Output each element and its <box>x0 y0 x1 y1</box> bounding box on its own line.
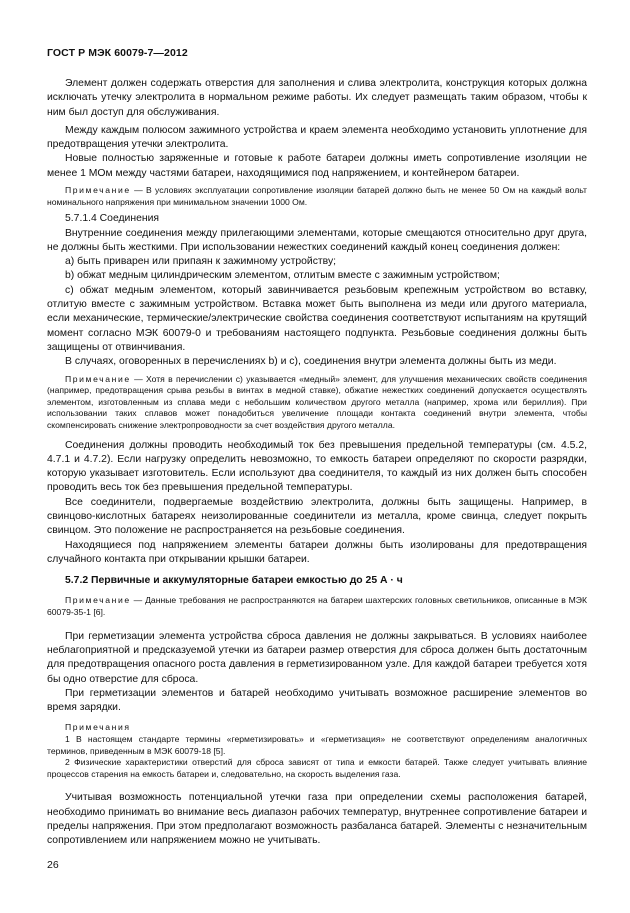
paragraph: Все соединители, подвергаемые воздействию электролита, должны быть защищены. Например, в свинцово-кислотных батареях неизолированные соединители из металла, кроме свинца, следует покрыть свинцом. Это положение не распространяется на резьбовые соединения. <box>47 496 587 537</box>
notes-label-text: Примечания <box>65 722 131 733</box>
note-text: — Хотя в перечислении с) указывается «медный» элемент, для улучшения механических свойств соединения (например, предотвращения срыва резьбы в винтах в медной ставке), обжатие нежестких соединений допускается осуществлять элементом, изготовленным из сплава меди с небольшим количеством другого металла (например, хрома или бериллия). При использовании таких сплавов может понадобиться увеличение площади контакта соединений внутри элемента, чтобы скомпенсировать снижение электропроводности за счет воздействия другого металла. <box>47 373 587 430</box>
note-text: — Данные требования не распространяются на батареи шахтерских головных светильников, описанные в МЭК 60079-35-1 [6]. <box>47 595 587 618</box>
note-item: 1 В настоящем стандарте термины «герметизировать» и «герметизация» не соответствуют определениям аналогичных терминов, приведенным в МЭК 60079-18 [5]. <box>47 734 587 756</box>
paragraph: Внутренние соединения между прилегающими элементами, которые смещаются относительно друг друга, не должны быть жесткими. При использовании нежестких соединений каждый конец соединения должен: <box>47 227 587 253</box>
note <box>47 374 587 432</box>
document-header: ГОСТ Р МЭК 60079-7—2012 <box>47 47 188 59</box>
note <box>47 185 587 208</box>
page-content <box>47 77 587 849</box>
paragraph: При герметизации элемента устройства сброса давления не должны закрываться. В условиях наиболее неблагоприятной и предсказуемой утечки из батареи размер отверстия для сброса должен быть достаточным для предотвращения опасного роста давления в герметизированном узле. Для каждой батареи требуется хотя бы одно отверстие для сброса. <box>47 630 587 685</box>
page-number: 26 <box>47 859 59 871</box>
note <box>47 595 587 618</box>
note-item: 2 Физические характеристики отверстий для сброса зависят от типа и емкости батарей. Также следует учитывать влияние процессов старения на емкость батареи и, следовательно, на скорость выделения газа. <box>47 757 587 779</box>
list-item: b) обжат медным цилиндрическим элементом, отлитым вместе с зажимным устройством; <box>65 270 500 282</box>
note-label: Примечание <box>65 595 131 606</box>
note-text: — В условиях эксплуатации сопротивление изоляции батарей должно быть не менее 50 Ом на каждый вольт номинального напряжения при минимальном значении 1000 Ом. <box>47 185 587 207</box>
note-label: Примечание <box>65 373 131 384</box>
paragraph: Учитывая возможность потенциальной утечки газа при определении схемы расположения батарей, необходимо принимать во внимание весь диапазон рабочих температур, внутреннее сопротивление батареи и пределы напряжения. При этом предполагают возможность разбаланса батарей. Элементы с незначительным сопротивлением или напряжением можно не учитывать. <box>47 792 587 847</box>
paragraph: При герметизации элементов и батарей необходимо учитывать возможное расширение элементов во время зарядки. <box>47 687 587 714</box>
paragraph: Новые полностью заряженные и готовые к работе батареи должны иметь сопротивление изоляции не менее 1 МОм между частями батареи, находящимися под напряжением, и контейнером батареи. <box>47 153 587 179</box>
note-label: Примечание <box>65 185 131 196</box>
paragraph: Между каждым полюсом зажимного устройства и краем элемента необходимо установить уплотнение для предотвращения утечки электролита. <box>47 124 587 151</box>
notes-label <box>47 722 587 734</box>
subsection-heading: 5.7.1.4 Соединения <box>65 213 160 225</box>
list-item: с) обжат медным элементом, который завинчивается резьбовым крепежным устройством во вставку, отлитую вместе с зажимным устройством. Вставка может быть выполнена из меди или другого материала, если механические, термические/электрические свойства соединения соответствуют испытаниям на крутящий момент согласно МЭК 60079-0 и требованиям настоящего подпункта. Резьбовые соединения должны быть защищены от отвинчивания. <box>47 284 587 353</box>
list-item: а) быть приварен или припаян к зажимному устройству; <box>65 256 337 268</box>
section-heading: 5.7.2 Первичные и аккумуляторные батареи емкостью до 25 А · ч <box>65 575 403 587</box>
paragraph: Находящиеся под напряжением элементы батареи должны быть изолированы для предотвращения случайного контакта при открывании крышки батареи. <box>47 539 587 565</box>
paragraph: Элемент должен содержать отверстия для заполнения и слива электролита, конструкция которых должна исключать утечку электролита в нормальном режиме работы. Их следует размещать таким образом, чтобы к ним был доступ для обслуживания. <box>47 78 587 118</box>
paragraph: Соединения должны проводить необходимый ток без превышения предельной температуры (см. 4.5.2, 4.7.1 и 4.7.2). Если нагрузку определить невозможно, то емкость батареи определяют по скорости разрядки, которую указывает изготовитель. Если используют два соединителя, то каждый из них должен быть способен проводить весь ток без превышения предельной температуры. <box>47 439 587 494</box>
paragraph: В случаях, оговоренных в перечислениях b) и с), соединения внутри элемента должны быть из меди. <box>65 356 557 368</box>
